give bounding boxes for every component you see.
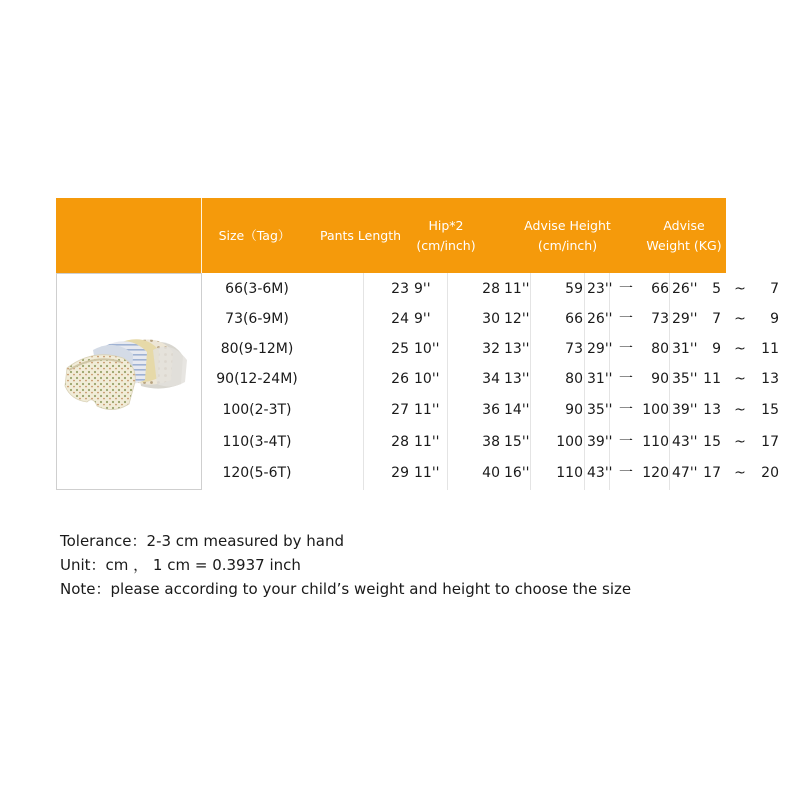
- cell-weight-max: 11: [761, 341, 779, 357]
- cell-hip-inch: 16'': [504, 465, 530, 481]
- notes: [60, 529, 631, 601]
- cell-hip-cm: 28: [482, 281, 500, 297]
- cell-weight-max: 20: [761, 465, 779, 481]
- cell-height-min-cm: 73: [565, 341, 583, 357]
- cell-weight-tilde: ~: [734, 281, 746, 297]
- cell-hip-cm: 32: [482, 341, 500, 357]
- product-photo: [56, 273, 202, 490]
- cell-height-max-cm: 80: [651, 341, 669, 357]
- cell-height-min-cm: 110: [556, 465, 583, 481]
- cell-pants-length-cm: 25: [391, 341, 409, 357]
- cell-height-max-inch: 47'': [672, 465, 698, 481]
- cell-height-max-cm: 73: [651, 311, 669, 327]
- cell-weight-min: 17: [703, 465, 721, 481]
- cell-weight-min: 5: [712, 281, 721, 297]
- cell-height-dash: 一: [619, 465, 633, 481]
- unit-note: Unit：cm ， 1 cm = 0.3937 inch: [60, 556, 301, 574]
- header-weight-title: Advise: [663, 218, 705, 233]
- cell-weight-max: 7: [770, 281, 779, 297]
- cell-height-min-inch: 43'': [587, 465, 613, 481]
- cell-weight-min: 11: [703, 371, 721, 387]
- cell-pants-length-cm: 23: [391, 281, 409, 297]
- cell-size: 110(3-4T): [222, 434, 292, 450]
- header-hip-unit: (cm/inch): [416, 238, 476, 253]
- header-height-title: Advise Height: [524, 218, 611, 233]
- cell-height-min-inch: 26'': [587, 311, 613, 327]
- cell-weight-max: 9: [770, 311, 779, 327]
- cell-pants-length-inch: 11'': [414, 465, 440, 481]
- header-hip-title: Hip*2: [428, 218, 464, 233]
- cell-height-max-cm: 100: [642, 402, 669, 418]
- cell-height-max-cm: 66: [651, 281, 669, 297]
- cell-height-min-cm: 90: [565, 402, 583, 418]
- cell-height-min-inch: 29'': [587, 341, 613, 357]
- col-divider: [584, 273, 585, 490]
- cell-pants-length-inch: 10'': [414, 371, 440, 387]
- cell-height-max-inch: 29'': [672, 311, 698, 327]
- cell-height-dash: 一: [619, 402, 633, 418]
- cell-pants-length-cm: 26: [391, 371, 409, 387]
- cell-hip-cm: 38: [482, 434, 500, 450]
- cell-weight-tilde: ~: [734, 371, 746, 387]
- cell-height-max-cm: 90: [651, 371, 669, 387]
- size-chart: [56, 198, 779, 490]
- cell-weight-min: 15: [703, 434, 721, 450]
- cell-hip-inch: 15'': [504, 434, 530, 450]
- cell-height-min-inch: 39'': [587, 434, 613, 450]
- cell-height-max-inch: 39'': [672, 402, 698, 418]
- cell-weight-tilde: ~: [734, 341, 746, 357]
- cell-pants-length-cm: 24: [391, 311, 409, 327]
- cell-pants-length-inch: 10'': [414, 341, 440, 357]
- cell-weight-max: 17: [761, 434, 779, 450]
- cell-height-max-inch: 35'': [672, 371, 698, 387]
- cell-pants-length-cm: 27: [391, 402, 409, 418]
- cell-pants-length-inch: 11'': [414, 402, 440, 418]
- cell-height-dash: 一: [619, 281, 633, 297]
- cell-height-min-cm: 66: [565, 311, 583, 327]
- cell-size: 66(3-6M): [225, 281, 289, 297]
- cell-height-min-inch: 31'': [587, 371, 613, 387]
- cell-size: 73(6-9M): [225, 311, 289, 327]
- cell-hip-cm: 30: [482, 311, 500, 327]
- cell-size: 80(9-12M): [220, 341, 294, 357]
- cell-height-dash: 一: [619, 341, 633, 357]
- cell-hip-inch: 12'': [504, 311, 530, 327]
- header-pants-length: Pants Length: [319, 228, 402, 243]
- cell-weight-tilde: ~: [734, 402, 746, 418]
- cell-pants-length-inch: 9'': [414, 281, 431, 297]
- cell-weight-min: 13: [703, 402, 721, 418]
- bloomers-illustration: [57, 274, 201, 489]
- cell-pants-length-inch: 11'': [414, 434, 440, 450]
- cell-weight-tilde: ~: [734, 434, 746, 450]
- cell-height-dash: 一: [619, 311, 633, 327]
- cell-height-min-cm: 100: [556, 434, 583, 450]
- cell-height-min-cm: 59: [565, 281, 583, 297]
- cell-height-max-inch: 31'': [672, 341, 698, 357]
- cell-weight-max: 15: [761, 402, 779, 418]
- cell-hip-inch: 13'': [504, 371, 530, 387]
- table-body: [201, 273, 779, 490]
- header-weight-unit: Weight (KG): [646, 238, 722, 253]
- cell-hip-cm: 36: [482, 402, 500, 418]
- cell-weight-tilde: ~: [734, 465, 746, 481]
- cell-weight-min: 9: [712, 341, 721, 357]
- cell-weight-min: 7: [712, 311, 721, 327]
- cell-height-min-cm: 80: [565, 371, 583, 387]
- cell-size: 120(5-6T): [222, 465, 292, 481]
- col-divider: [669, 273, 670, 490]
- cell-pants-length-cm: 28: [391, 434, 409, 450]
- cell-height-max-cm: 110: [642, 434, 669, 450]
- cell-hip-inch: 13'': [504, 341, 530, 357]
- cell-height-max-inch: 26'': [672, 281, 698, 297]
- table-header: [56, 198, 726, 273]
- cell-height-dash: 一: [619, 434, 633, 450]
- header-height-unit: (cm/inch): [537, 238, 598, 253]
- cell-hip-inch: 14'': [504, 402, 530, 418]
- header-size: Size（Tag）: [218, 228, 291, 243]
- cell-size: 90(12-24M): [216, 371, 298, 387]
- cell-hip-inch: 11'': [504, 281, 530, 297]
- cell-pants-length-cm: 29: [391, 465, 409, 481]
- cell-size: 100(2-3T): [222, 402, 292, 418]
- cell-weight-tilde: ~: [734, 311, 746, 327]
- cell-height-min-inch: 35'': [587, 402, 613, 418]
- cell-height-max-inch: 43'': [672, 434, 698, 450]
- cell-pants-length-inch: 9'': [414, 311, 431, 327]
- cell-height-max-cm: 120: [642, 465, 669, 481]
- cell-hip-cm: 40: [482, 465, 500, 481]
- cell-hip-cm: 34: [482, 371, 500, 387]
- size-note: Note：please according to your child’s weight and height to choose the size: [60, 580, 632, 598]
- cell-height-min-inch: 23'': [587, 281, 613, 297]
- tolerance-note: Tolerance：2-3 cm measured by hand: [60, 532, 345, 550]
- cell-weight-max: 13: [761, 371, 779, 387]
- cell-height-dash: 一: [619, 371, 633, 387]
